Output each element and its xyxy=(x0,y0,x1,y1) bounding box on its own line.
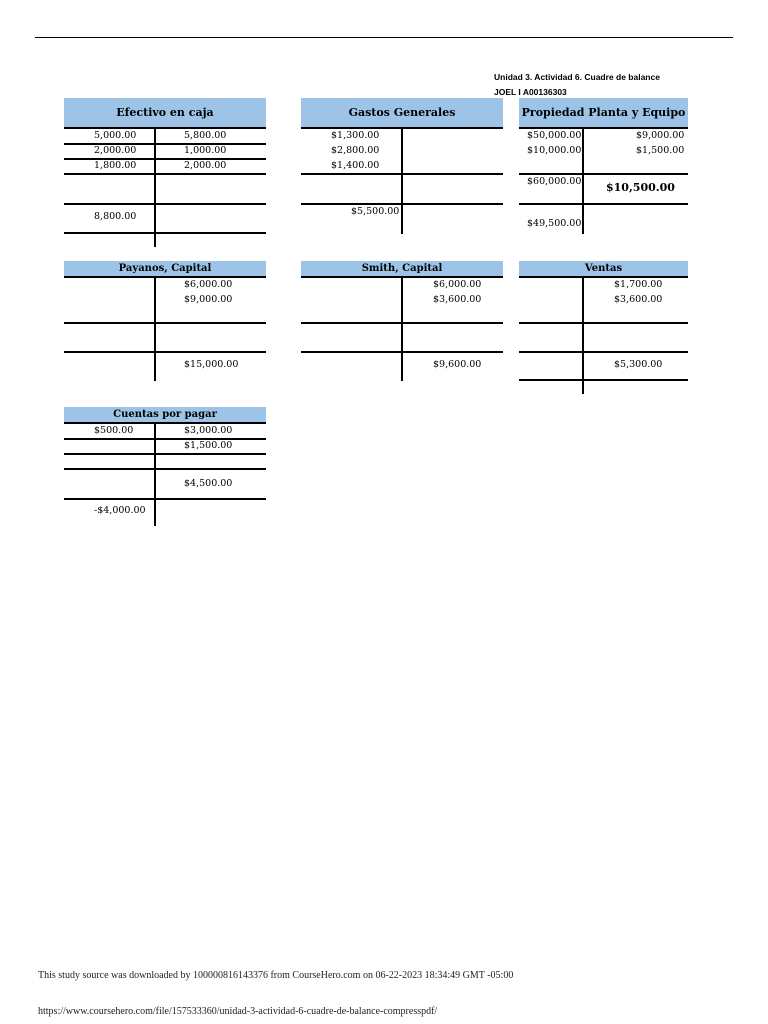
credit-entry: $3,000.00 xyxy=(184,425,233,436)
account-ventas xyxy=(519,261,688,394)
credit-entry: 5,800.00 xyxy=(184,130,227,141)
row-line xyxy=(64,232,266,234)
t-divider xyxy=(401,129,403,234)
t-divider xyxy=(582,278,584,394)
credit-entry: $1,500.00 xyxy=(636,145,685,156)
account-payanos-capital xyxy=(64,261,266,381)
t-divider xyxy=(154,129,156,247)
credit-entry: $1,700.00 xyxy=(614,279,663,290)
balance-credit: $15,000.00 xyxy=(184,359,239,370)
credit-entry: 1,000.00 xyxy=(184,145,227,156)
row-line xyxy=(301,351,503,353)
account-title: Cuentas por pagar xyxy=(64,407,266,424)
debit-entry: $500.00 xyxy=(94,425,134,436)
account-propiedad-planta-equipo xyxy=(519,98,688,234)
row-line xyxy=(519,173,688,175)
debit-entry: $10,000.00 xyxy=(527,145,582,156)
credit-entry: $1,500.00 xyxy=(184,440,233,451)
account-smith-capital xyxy=(301,261,503,381)
total-debit: $60,000.00 xyxy=(527,176,582,187)
balance-credit: $5,300.00 xyxy=(614,359,663,370)
account-title: Gastos Generales xyxy=(301,98,503,129)
row-line xyxy=(64,322,266,324)
credit-entry: $6,000.00 xyxy=(433,279,482,290)
account-title: Propiedad Planta y Equipo xyxy=(519,98,688,129)
balance-debit: -$4,000.00 xyxy=(94,505,146,516)
row-line xyxy=(519,351,688,353)
t-divider xyxy=(582,129,584,234)
row-line xyxy=(519,322,688,324)
row-line xyxy=(519,379,688,381)
row-line xyxy=(64,468,266,470)
balance-credit: $9,600.00 xyxy=(433,359,482,370)
credit-entry: $9,000.00 xyxy=(636,130,685,141)
row-line xyxy=(64,438,266,440)
debit-entry: $1,400.00 xyxy=(331,160,380,171)
account-efectivo-en-caja xyxy=(64,98,266,247)
credit-entry: $9,000.00 xyxy=(184,294,233,305)
row-line xyxy=(301,173,503,175)
row-line xyxy=(519,203,688,205)
total-credit: $10,500.00 xyxy=(606,181,675,194)
row-line xyxy=(64,498,266,500)
account-title: Ventas xyxy=(519,261,688,278)
credit-entry: $3,600.00 xyxy=(433,294,482,305)
debit-entry: 1,800.00 xyxy=(94,160,137,171)
debit-entry: $1,300.00 xyxy=(331,130,380,141)
row-line xyxy=(301,322,503,324)
account-gastos-generales xyxy=(301,98,503,234)
account-title: Payanos, Capital xyxy=(64,261,266,278)
row-line xyxy=(64,453,266,455)
row-line xyxy=(64,203,266,205)
total-credit: $4,500.00 xyxy=(184,478,233,489)
source-url[interactable]: https://www.coursehero.com/file/157533360/unidad-3-actividad-6-cuadre-de-balance-compresspdf/ xyxy=(38,1006,438,1017)
balance-debit: $49,500.00 xyxy=(527,218,582,229)
balance-debit: $5,500.00 xyxy=(351,206,400,217)
t-divider xyxy=(154,278,156,381)
balance-debit: 8,800.00 xyxy=(94,211,137,222)
credit-entry: $3,600.00 xyxy=(614,294,663,305)
debit-entry: $2,800.00 xyxy=(331,145,380,156)
credit-entry: 2,000.00 xyxy=(184,160,227,171)
t-divider xyxy=(401,278,403,381)
download-note: This study source was downloaded by 100000816143376 from CourseHero.com on 06-22-2023 18:34:49 GMT -05:00 xyxy=(38,970,514,981)
debit-entry: $50,000.00 xyxy=(527,130,582,141)
debit-entry: 2,000.00 xyxy=(94,145,137,156)
document-title: Unidad 3. Actividad 6. Cuadre de balance xyxy=(494,72,660,82)
account-cuentas-por-pagar xyxy=(64,407,266,526)
student-id: JOEL I A00136303 xyxy=(494,87,567,97)
row-line xyxy=(301,203,503,205)
row-line xyxy=(64,351,266,353)
account-title: Smith, Capital xyxy=(301,261,503,278)
debit-entry: 5,000.00 xyxy=(94,130,137,141)
credit-entry: $6,000.00 xyxy=(184,279,233,290)
row-line xyxy=(64,173,266,175)
top-rule xyxy=(35,37,733,38)
account-title: Efectivo en caja xyxy=(64,98,266,129)
